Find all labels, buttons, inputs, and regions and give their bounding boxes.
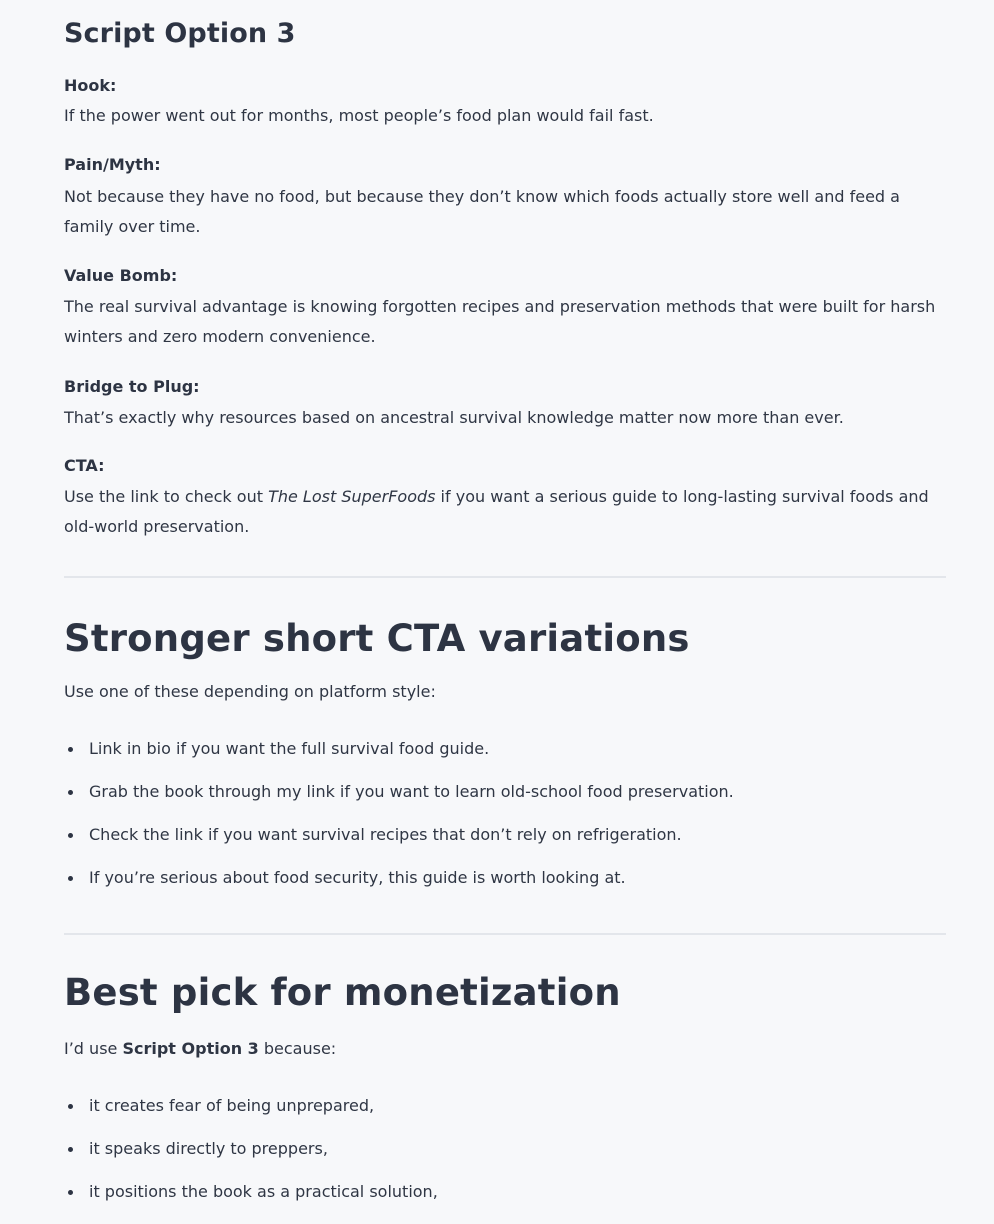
best-pick-intro [64, 1034, 944, 1064]
cta-text [64, 482, 944, 542]
best-pick-heading: Best pick for monetization [64, 971, 621, 1014]
list-item-text: it positions the book as a practical solution, [89, 1182, 438, 1201]
list-item [64, 867, 734, 910]
pain-text: Not because they have no food, but because they don’t know which foods actually store well and feed a family over time. [64, 187, 900, 236]
list-item-text: it creates fear of being unprepared, [89, 1096, 375, 1115]
cta-variations-heading: Stronger short CTA variations [64, 617, 690, 660]
cta-text-end: if you want a serious guide to long-lasting survival foods and old-world preservation. [64, 487, 929, 536]
hook-label: Hook: [64, 76, 117, 95]
bullet-icon [68, 876, 73, 881]
best-pick-intro-end: because: [258, 1039, 337, 1058]
cta-label: CTA: [64, 456, 105, 475]
list-item [64, 1138, 438, 1181]
section-divider [64, 576, 946, 578]
list-item-text: If you’re serious about food security, this guide is worth looking at. [89, 868, 626, 887]
script-option-heading: Script Option 3 [64, 18, 296, 49]
list-item [64, 781, 734, 824]
cta-variations-list [64, 738, 734, 910]
section-divider [64, 933, 946, 935]
list-item [64, 1095, 438, 1138]
bullet-icon [68, 833, 73, 838]
hook-text: If the power went out for months, most people’s food plan would fail fast. [64, 106, 654, 125]
cta-text-start: Use the link to check out [64, 487, 269, 506]
book-title: The Lost SuperFoods [268, 487, 436, 506]
list-item-text: it speaks directly to preppers, [89, 1139, 328, 1158]
best-pick-intro-start: I’d use [64, 1039, 123, 1058]
list-item-text: Link in bio if you want the full survival food guide. [89, 739, 490, 758]
bridge-label: Bridge to Plug: [64, 377, 200, 396]
bullet-icon [68, 1104, 73, 1109]
bullet-icon [68, 747, 73, 752]
best-pick-list [64, 1095, 438, 1224]
list-item [64, 1181, 438, 1224]
cta-variations-intro: Use one of these depending on platform style: [64, 682, 436, 701]
bullet-icon [68, 1190, 73, 1195]
value-bomb-label: Value Bomb: [64, 266, 178, 285]
list-item [64, 824, 734, 867]
list-item-text: Grab the book through my link if you want to learn old-school food preservation. [89, 782, 734, 801]
pain-label: Pain/Myth: [64, 155, 161, 174]
best-pick-choice: Script Option 3 [122, 1039, 259, 1058]
value-bomb-text: The real survival advantage is knowing forgotten recipes and preservation methods that were built for harsh winters and zero modern convenience. [64, 297, 936, 346]
list-item [64, 738, 734, 781]
list-item-text: Check the link if you want survival recipes that don’t rely on refrigeration. [89, 825, 682, 844]
bridge-text: That’s exactly why resources based on ancestral survival knowledge matter now more than ever. [64, 408, 844, 427]
bullet-icon [68, 790, 73, 795]
bullet-icon [68, 1147, 73, 1152]
